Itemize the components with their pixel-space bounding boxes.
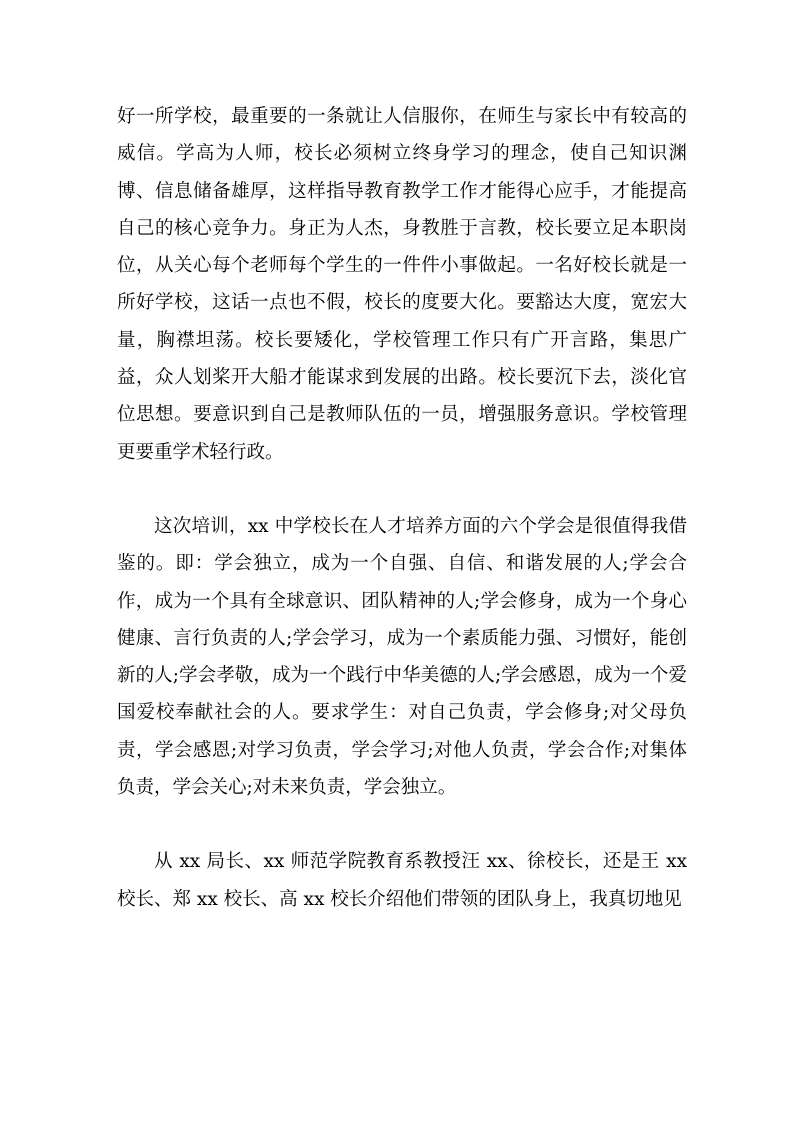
- paragraph-school-leadership: 好一所学校，最重要的一条就让人信服你，在师生与家长中有较高的威信。学高为人师，校长必须树立终身学习的理念，使自己知识渊博、信息储备雄厚，这样指导教育教学工作才能得心应手，才能提高自己的核心竞争力。身正为人杰，身教胜于言教，校长要立足本职岗位，从关心每个老师每个学生的一件件小事做起。一名好校长就是一所好学校，这话一点也不假，校长的度要大化。要豁达大度，宽宏大量，胸襟坦荡。校长要矮化，学校管理工作只有广开言路，集思广益，众人划桨开大船才能谋求到发展的出路。校长要沉下去，淡化官位思想。要意识到自己是教师队伍的一员，增强服务意识。学校管理更要重学术轻行政。: [117, 106, 687, 463]
- paragraph-six-learnings: 这次培训，xx 中学校长在人才培养方面的六个学会是很值得我借鉴的。即：学会独立，成为一个自强、自信、和谐发展的人;学会合作，成为一个具有全球意识、团队精神的人;学会修身，成为一个身心健康、言行负责的人;学会学习，成为一个素质能力强、习惯好，能创新的人;学会孝敬，成为一个践行中华美德的人;学会感恩，成为一个爱国爱校奉献社会的人。要求学生：对自己负责，学会修身;对父母负责，学会感恩;对学习负责，学会学习;对他人负责，学会合作;对集体负责，学会关心;对未来负责，学会独立。: [117, 515, 687, 799]
- paragraph-team-observation: 从 xx 局长、xx 师范学院教育系教授汪 xx、徐校长，还是王 xx 校长、郑 xx 校长、高 xx 校长介绍他们带领的团队身上，我真切地见: [117, 851, 687, 910]
- document-body: [117, 98, 687, 918]
